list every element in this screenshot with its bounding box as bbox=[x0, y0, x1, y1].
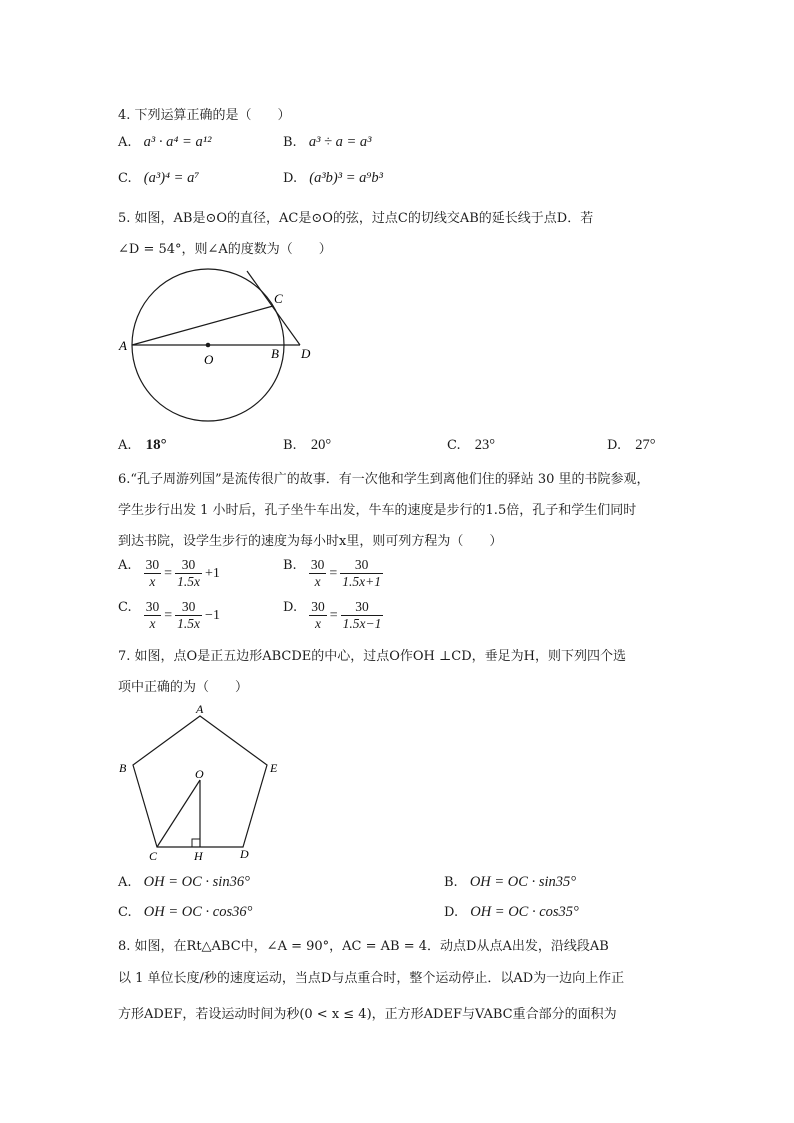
option-label: D. bbox=[283, 171, 298, 186]
q4-option-a-expr: a³ · a⁴ = a¹² bbox=[143, 134, 212, 150]
label-h: H bbox=[194, 849, 203, 863]
label-d: D bbox=[301, 346, 311, 361]
fraction-right: $\frac{30}{1.5x}$ bbox=[177, 557, 200, 589]
q6-option-c-equation: $\frac{30}{x}$ = $\frac{30}{1.5x}$ −1 bbox=[145, 599, 220, 631]
q5-option-b[interactable] bbox=[283, 437, 331, 454]
q8-stem-line2: 以 1 单位长度/秒的速度运动，当点D与点重合时，整个运动停止．以AD为一边向上作正 bbox=[118, 971, 625, 986]
segment-oc bbox=[157, 780, 200, 847]
q5-option-c[interactable] bbox=[447, 437, 495, 454]
label-b: B bbox=[271, 346, 279, 361]
q8-stem-line1: 8. 如图，在Rt△ABC中，∠A = 90°，AC = AB = 4．动点D从点A出发，沿线段AB bbox=[118, 939, 609, 954]
option-label: A. bbox=[118, 438, 132, 453]
center-point-o bbox=[206, 343, 211, 348]
option-label: A. bbox=[118, 558, 132, 573]
label-e: E bbox=[270, 761, 278, 775]
option-label: B. bbox=[283, 438, 297, 453]
fraction-right: $\frac{30}{1.5x}$ bbox=[177, 599, 201, 631]
option-label: C. bbox=[118, 905, 132, 920]
q5-circle-figure bbox=[110, 262, 330, 432]
q7-option-c[interactable] bbox=[118, 904, 252, 921]
fraction-left: $\frac{30}{x}$ bbox=[145, 557, 160, 589]
q4-option-c[interactable] bbox=[118, 170, 199, 187]
q4-option-b-expr: a³ ÷ a = a³ bbox=[308, 134, 372, 150]
q6-stem-line1: 6.“孔子周游列国”是流传很广的故事．有一次他和学生到离他们住的驿站 30 里的书院参观， bbox=[118, 472, 650, 487]
option-label: C. bbox=[118, 171, 132, 186]
chord-ac bbox=[132, 306, 273, 345]
fraction-left: $\frac{30}{x}$ bbox=[145, 599, 160, 631]
q5-option-a-value: 18° bbox=[145, 437, 167, 453]
q7-option-d[interactable] bbox=[444, 904, 579, 921]
label-c: C bbox=[274, 291, 283, 306]
tangent-cd bbox=[247, 271, 300, 345]
q5-option-c-value: 23° bbox=[474, 437, 496, 453]
label-b: B bbox=[119, 761, 127, 775]
option-label: D. bbox=[444, 905, 459, 920]
q7-option-d-expr: OH = OC · cos35° bbox=[470, 904, 579, 920]
q6-option-d-equation: $\frac{30}{x}$ = $\frac{30}{1.5x-1}$ bbox=[311, 599, 382, 631]
option-label: C. bbox=[118, 600, 132, 615]
q4-stem: 4. 下列运算正确的是（ ） bbox=[118, 108, 291, 123]
q5-stem-line2: ∠D = 54°，则∠A的度数为（ ） bbox=[118, 242, 332, 257]
label-d: D bbox=[240, 847, 249, 861]
label-o: O bbox=[204, 352, 214, 367]
q7-stem-line1: 7. 如图，点O是正五边形ABCDE的中心，过点O作OH ⊥CD，垂足为H，则下列四个选 bbox=[118, 649, 626, 664]
q5-option-d[interactable] bbox=[607, 437, 656, 454]
q4-option-d[interactable] bbox=[283, 170, 383, 187]
q6-stem-line2: 学生步行出发 1 小时后，孔子坐牛车出发，牛车的速度是步行的1.5倍，孔子和学生们同时 bbox=[118, 503, 637, 518]
q4-option-d-expr: (a³b)³ = a⁹b³ bbox=[309, 170, 384, 186]
option-label: B. bbox=[283, 135, 297, 150]
option-label: A. bbox=[118, 135, 132, 150]
q4-option-a[interactable] bbox=[118, 134, 211, 151]
q5-option-a[interactable] bbox=[118, 437, 167, 454]
option-label: B. bbox=[283, 558, 297, 573]
q7-option-a[interactable] bbox=[118, 874, 250, 891]
q4-option-c-expr: (a³)⁴ = a⁷ bbox=[143, 170, 200, 186]
option-label: C. bbox=[447, 438, 461, 453]
option-label: D. bbox=[283, 600, 298, 615]
q5-stem-line1: 5. 如图，AB是⊙O的直径，AC是⊙O的弦，过点C的切线交AB的延长线于点D．若 bbox=[118, 211, 594, 226]
q7-option-b-expr: OH = OC · sin35° bbox=[469, 874, 577, 890]
option-label: A. bbox=[118, 875, 132, 890]
right-angle-mark bbox=[192, 839, 200, 847]
fraction-right: $\frac{30}{1.5x+1}$ bbox=[342, 557, 381, 589]
label-a: A bbox=[119, 338, 127, 353]
q8-stem-line3: 方形ADEF，若设运动时间为秒(0 < x ≤ 4)，正方形ADEF与VABC重合部分的面积为 bbox=[118, 1007, 617, 1022]
q7-pentagon-figure bbox=[112, 698, 292, 868]
q6-option-b-equation: $\frac{30}{x}$ = $\frac{30}{1.5x+1}$ bbox=[310, 557, 381, 589]
q6-option-a[interactable] bbox=[118, 557, 220, 590]
q4-option-b[interactable] bbox=[283, 134, 372, 151]
fraction-left: $\frac{30}{x}$ bbox=[310, 557, 325, 589]
q7-option-a-expr: OH = OC · sin36° bbox=[143, 874, 250, 890]
q5-option-b-value: 20° bbox=[310, 437, 332, 453]
option-label: D. bbox=[607, 438, 622, 453]
label-o: O bbox=[195, 767, 204, 781]
q6-option-b[interactable] bbox=[283, 557, 386, 590]
label-c: C bbox=[149, 849, 158, 863]
q6-stem-line3: 到达书院，设学生步行的速度为每小时x里，则可列方程为（ ） bbox=[118, 534, 503, 549]
q6-option-d[interactable] bbox=[283, 599, 386, 632]
label-a: A bbox=[196, 702, 204, 716]
q6-option-c[interactable] bbox=[118, 599, 220, 632]
fraction-left: $\frac{30}{x}$ bbox=[311, 599, 325, 631]
q7-option-c-expr: OH = OC · cos36° bbox=[143, 904, 253, 920]
q7-stem-line2: 项中正确的为（ ） bbox=[118, 680, 249, 695]
fraction-right: $\frac{30}{1.5x-1}$ bbox=[342, 599, 382, 631]
option-label: B. bbox=[444, 875, 458, 890]
q7-option-b[interactable] bbox=[444, 874, 576, 891]
q6-option-a-equation: $\frac{30}{x}$ = $\frac{30}{1.5x}$ +1 bbox=[145, 557, 220, 589]
q5-option-d-value: 27° bbox=[635, 437, 656, 453]
